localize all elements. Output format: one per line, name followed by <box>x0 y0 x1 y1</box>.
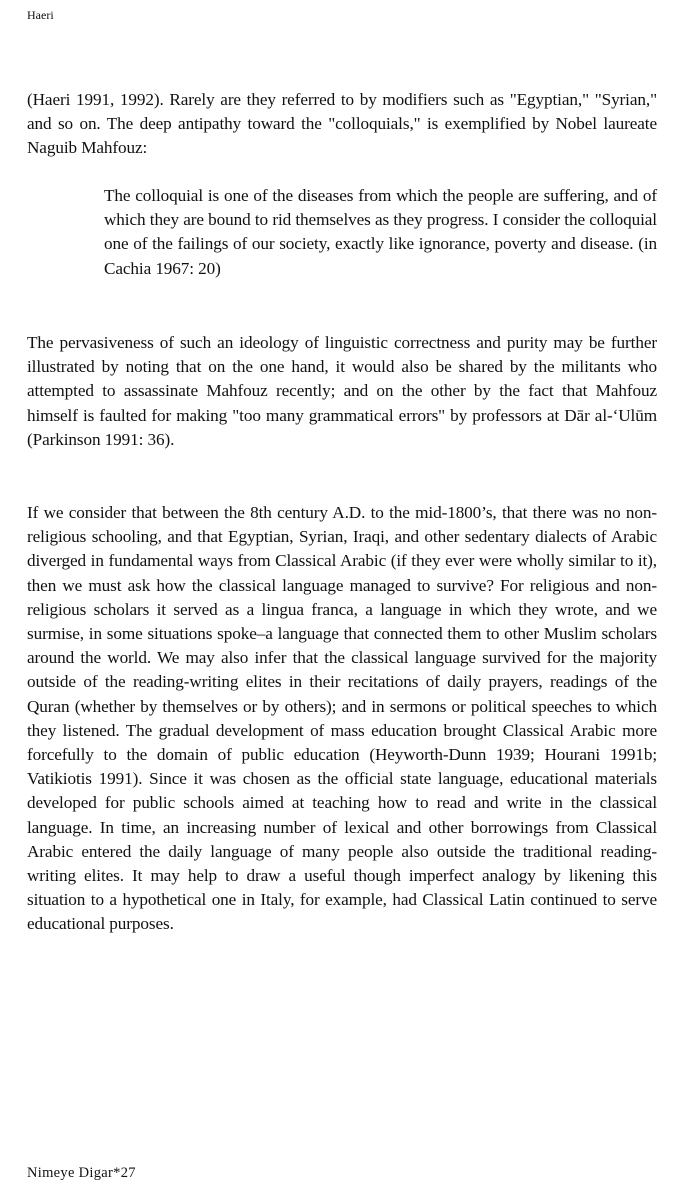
paragraph-ideology: The pervasiveness of such an ideology of linguistic correctness and purity may be further illustrated by noting that on the one hand, it would also be shared by the militants who attempted to assassinate Mahfouz recently; and on the other by the fact that Mahfouz himself is faulted for making "too many grammatical errors" by professors at Dār al-‘Ulūm (Parkinson 1991: 36). <box>27 333 657 449</box>
paragraph-classical-survival: If we consider that between the 8th century A.D. to the mid-1800’s, that there was no non-religious schooling, and that Egyptian, Syrian, Iraqi, and other sedentary dialects of Arabic diverged in fundamental ways from Classical Arabic (if they ever were wholly similar to it), then we must ask how the classical language managed to survive? For religious and non-religious scholars it served as a lingua franca, a language in which they wrote, and we surmise, in some situations spoke–a language that connected them to other Muslim scholars around the world. We may also infer that the classical language survived for the majority outside of the reading-writing elites in their recitations of daily prayers, readings of the Quran (whether by themselves or by others); and in sermons or political speeches to which they listened. The gradual development of mass education brought Classical Arabic more forcefully to the domain of public education (Heyworth-Dunn 1939; Hourani 1991b; Vatikiotis 1991). Since it was chosen as the official state language, educational materials developed for public schools aimed at teaching how to read and write in the classical language. In time, an increasing number of lexical and other borrowings from Classical Arabic entered the daily language of many people also outside the traditional reading-writing elites. It may help to draw a useful though imperfect analogy by likening this situation to a hypothetical one in Italy, for example, had Classical Latin continued to serve educational purposes. <box>27 503 657 934</box>
paragraph-intro: (Haeri 1991, 1992). Rarely are they referred to by modifiers such as "Egyptian," "Syrian," and so on. The deep antipathy toward the "colloquials," is exemplified by Nobel laureate Naguib Mahfouz: <box>27 90 657 158</box>
running-head: Haeri <box>27 8 54 22</box>
block-quote-mahfouz: The colloquial is one of the diseases from which the people are suffering, and of which they are bound to rid themselves as they progress. I consider the colloquial one of the failings of our society, exactly like ignorance, poverty and disease. (in Cachia 1967: 20) <box>104 186 657 278</box>
page-footer: Nimeye Digar*27 <box>27 1165 136 1181</box>
